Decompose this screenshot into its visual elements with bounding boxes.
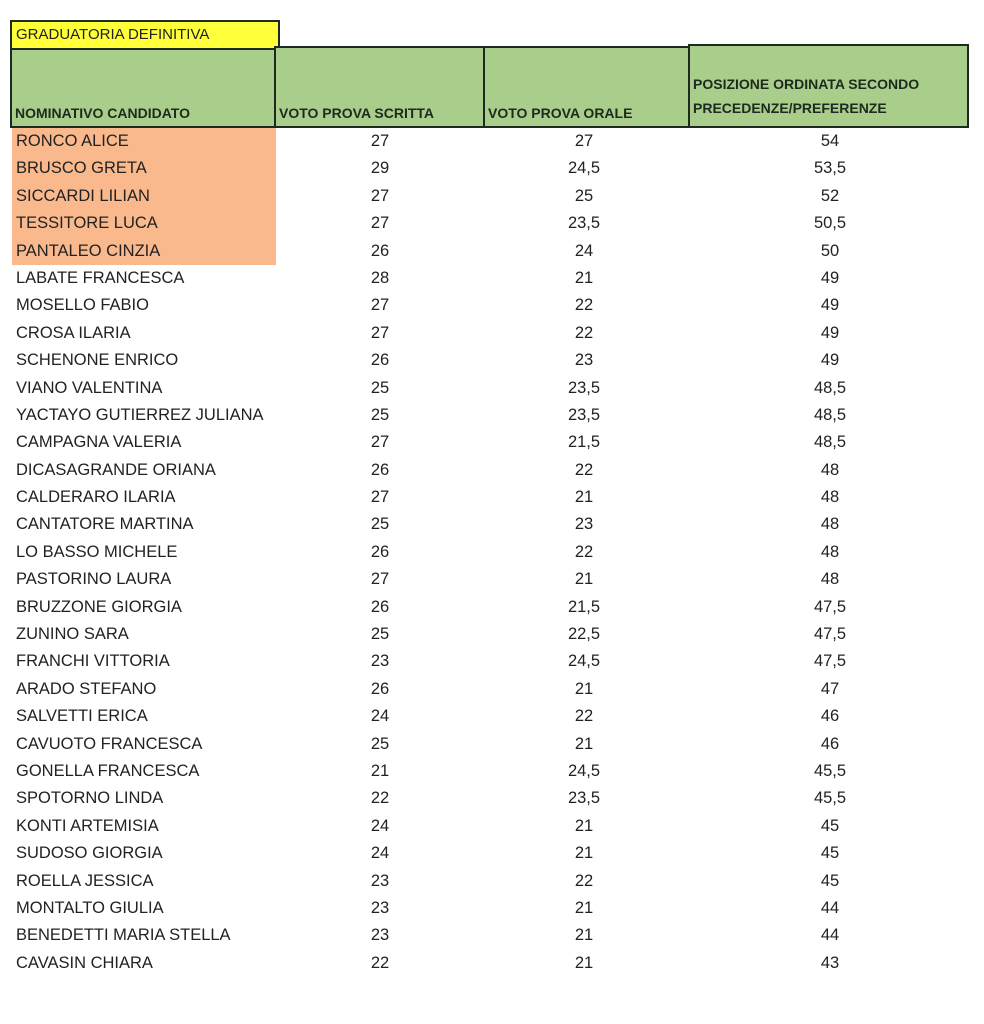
final-score: 49 [820, 296, 840, 315]
candidate-name: ROELLA JESSICA [16, 871, 154, 890]
written-score: 21 [370, 761, 390, 780]
written-score: 27 [370, 433, 390, 452]
oral-score: 21 [574, 816, 594, 835]
final-score: 43 [820, 953, 840, 972]
candidate-name: LABATE FRANCESCA [16, 268, 185, 287]
oral-score: 23,5 [567, 214, 601, 233]
column-header-written [274, 46, 485, 128]
table-row [0, 155, 984, 182]
table-row [0, 785, 984, 812]
table-row [0, 128, 984, 155]
table-row [0, 457, 984, 484]
table-row [0, 840, 984, 867]
table-row [0, 238, 984, 265]
oral-score: 21 [574, 570, 594, 589]
final-score: 48,5 [813, 378, 847, 397]
oral-score: 21 [574, 953, 594, 972]
oral-score: 24,5 [567, 159, 601, 178]
candidate-name: MOSELLO FABIO [16, 296, 149, 315]
written-score: 23 [370, 871, 390, 890]
final-score: 48 [820, 460, 840, 479]
oral-score: 21,5 [567, 433, 601, 452]
candidate-name: SCHENONE ENRICO [16, 351, 179, 370]
candidate-name: CAMPAGNA VALERIA [16, 433, 182, 452]
table-row [0, 292, 984, 319]
table-row [0, 703, 984, 730]
candidate-name: CAVASIN CHIARA [16, 953, 153, 972]
written-score: 26 [370, 679, 390, 698]
written-score: 29 [370, 159, 390, 178]
written-score: 25 [370, 378, 390, 397]
ranking-title: GRADUATORIA DEFINITIVA [10, 20, 280, 48]
candidate-name: CAVUOTO FRANCESCA [16, 734, 203, 753]
column-header-name [10, 48, 276, 128]
candidate-name: CROSA ILARIA [16, 323, 131, 342]
column-header-name-label: NOMINATIVO CANDIDATO [15, 105, 190, 121]
written-score: 26 [370, 597, 390, 616]
oral-score: 24,5 [567, 652, 601, 671]
oral-score: 23,5 [567, 405, 601, 424]
candidate-name: TESSITORE LUCA [16, 214, 158, 233]
written-score: 26 [370, 351, 390, 370]
table-row [0, 868, 984, 895]
table-row [0, 813, 984, 840]
oral-score: 21 [574, 898, 594, 917]
oral-score: 21 [574, 268, 594, 287]
oral-score: 22 [574, 460, 594, 479]
oral-score: 21 [574, 926, 594, 945]
oral-score: 27 [574, 132, 594, 150]
candidate-name: BENEDETTI MARIA STELLA [16, 926, 231, 945]
oral-score: 22 [574, 323, 594, 342]
written-score: 22 [370, 953, 390, 972]
table-row [0, 895, 984, 922]
candidate-name: FRANCHI VITTORIA [16, 652, 170, 671]
table-row [0, 210, 984, 237]
column-header-written-label: VOTO PROVA SCRITTA [279, 105, 435, 121]
final-score: 44 [820, 898, 840, 917]
candidate-name: BRUZZONE GIORGIA [16, 597, 182, 616]
written-score: 27 [370, 132, 390, 150]
final-score: 50 [820, 241, 840, 260]
oral-score: 25 [574, 186, 594, 205]
written-score: 26 [370, 542, 390, 561]
written-score: 23 [370, 926, 390, 945]
table-row [0, 539, 984, 566]
candidate-name: SPOTORNO LINDA [16, 789, 164, 808]
column-header-oral [483, 46, 690, 128]
final-score: 48 [820, 515, 840, 534]
final-score: 48 [820, 570, 840, 589]
candidate-name: MONTALTO GIULIA [16, 898, 164, 917]
oral-score: 22 [574, 296, 594, 315]
written-score: 22 [370, 789, 390, 808]
candidate-name: LO BASSO MICHELE [16, 542, 178, 561]
column-header-position-line2: PRECEDENZE/PREFERENZE [693, 100, 887, 116]
table-row [0, 676, 984, 703]
candidate-name: SALVETTI ERICA [16, 707, 148, 726]
oral-score: 24,5 [567, 761, 601, 780]
final-score: 49 [820, 323, 840, 342]
candidate-name: PANTALEO CINZIA [16, 241, 161, 260]
table-row [0, 429, 984, 456]
candidate-name: CALDERARO ILARIA [16, 488, 176, 507]
final-score: 49 [820, 268, 840, 287]
candidate-name: BRUSCO GRETA [16, 159, 147, 178]
final-score: 48 [820, 488, 840, 507]
oral-score: 22 [574, 871, 594, 890]
written-score: 24 [370, 707, 390, 726]
final-score: 45,5 [813, 761, 847, 780]
table-row [0, 375, 984, 402]
written-score: 27 [370, 186, 390, 205]
table-row [0, 950, 984, 977]
table-row [0, 922, 984, 949]
oral-score: 21 [574, 679, 594, 698]
final-score: 49 [820, 351, 840, 370]
candidate-name: RONCO ALICE [16, 132, 129, 150]
candidate-name: SICCARDI LILIAN [16, 186, 150, 205]
final-score: 46 [820, 707, 840, 726]
table-row [0, 731, 984, 758]
written-score: 25 [370, 515, 390, 534]
written-score: 25 [370, 405, 390, 424]
oral-score: 24 [574, 241, 594, 260]
written-score: 28 [370, 268, 390, 287]
final-score: 48 [820, 542, 840, 561]
final-score: 45 [820, 816, 840, 835]
final-score: 47 [820, 679, 840, 698]
final-score: 46 [820, 734, 840, 753]
written-score: 27 [370, 488, 390, 507]
table-row [0, 566, 984, 593]
final-score: 53,5 [813, 159, 847, 178]
table-row [0, 320, 984, 347]
candidate-name: KONTI ARTEMISIA [16, 816, 159, 835]
final-score: 47,5 [813, 597, 847, 616]
oral-score: 22 [574, 542, 594, 561]
oral-score: 23,5 [567, 789, 601, 808]
table-row [0, 648, 984, 675]
final-score: 47,5 [813, 652, 847, 671]
written-score: 23 [370, 652, 390, 671]
candidate-name: DICASAGRANDE ORIANA [16, 460, 216, 479]
candidate-name: ARADO STEFANO [16, 679, 157, 698]
table-row [0, 621, 984, 648]
column-header-position [688, 44, 969, 128]
candidate-name: VIANO VALENTINA [16, 378, 163, 397]
oral-score: 22,5 [567, 625, 601, 644]
final-score: 52 [820, 186, 840, 205]
final-score: 45 [820, 844, 840, 863]
final-score: 48,5 [813, 405, 847, 424]
final-score: 45 [820, 871, 840, 890]
written-score: 26 [370, 241, 390, 260]
final-score: 54 [820, 132, 840, 150]
written-score: 27 [370, 570, 390, 589]
column-header-position-line1: POSIZIONE ORDINATA SECONDO [693, 76, 920, 92]
written-score: 26 [370, 460, 390, 479]
final-score: 45,5 [813, 789, 847, 808]
oral-score: 22 [574, 707, 594, 726]
written-score: 24 [370, 844, 390, 863]
final-score: 48,5 [813, 433, 847, 452]
oral-score: 21,5 [567, 597, 601, 616]
oral-score: 23,5 [567, 378, 601, 397]
oral-score: 21 [574, 488, 594, 507]
candidate-name: SUDOSO GIORGIA [16, 844, 163, 863]
candidate-name: PASTORINO LAURA [16, 570, 172, 589]
candidate-name: GONELLA FRANCESCA [16, 761, 200, 780]
final-score: 44 [820, 926, 840, 945]
oral-score: 23 [574, 515, 594, 534]
oral-score: 21 [574, 844, 594, 863]
written-score: 25 [370, 734, 390, 753]
candidate-name: YACTAYO GUTIERREZ JULIANA [16, 405, 264, 424]
final-score: 47,5 [813, 625, 847, 644]
written-score: 23 [370, 898, 390, 917]
table-row [0, 594, 984, 621]
oral-score: 21 [574, 734, 594, 753]
written-score: 24 [370, 816, 390, 835]
final-score: 50,5 [813, 214, 847, 233]
table-row [0, 758, 984, 785]
candidate-name: CANTATORE MARTINA [16, 515, 194, 534]
candidate-name: ZUNINO SARA [16, 625, 129, 644]
written-score: 27 [370, 214, 390, 233]
written-score: 27 [370, 323, 390, 342]
column-header-oral-label: VOTO PROVA ORALE [488, 105, 633, 121]
table-row [0, 265, 984, 292]
table-row [0, 484, 984, 511]
table-row [0, 183, 984, 210]
written-score: 27 [370, 296, 390, 315]
table-row [0, 402, 984, 429]
table-row [0, 347, 984, 374]
table-row [0, 511, 984, 538]
ranking-table-body [0, 128, 984, 977]
oral-score: 23 [574, 351, 594, 370]
written-score: 25 [370, 625, 390, 644]
